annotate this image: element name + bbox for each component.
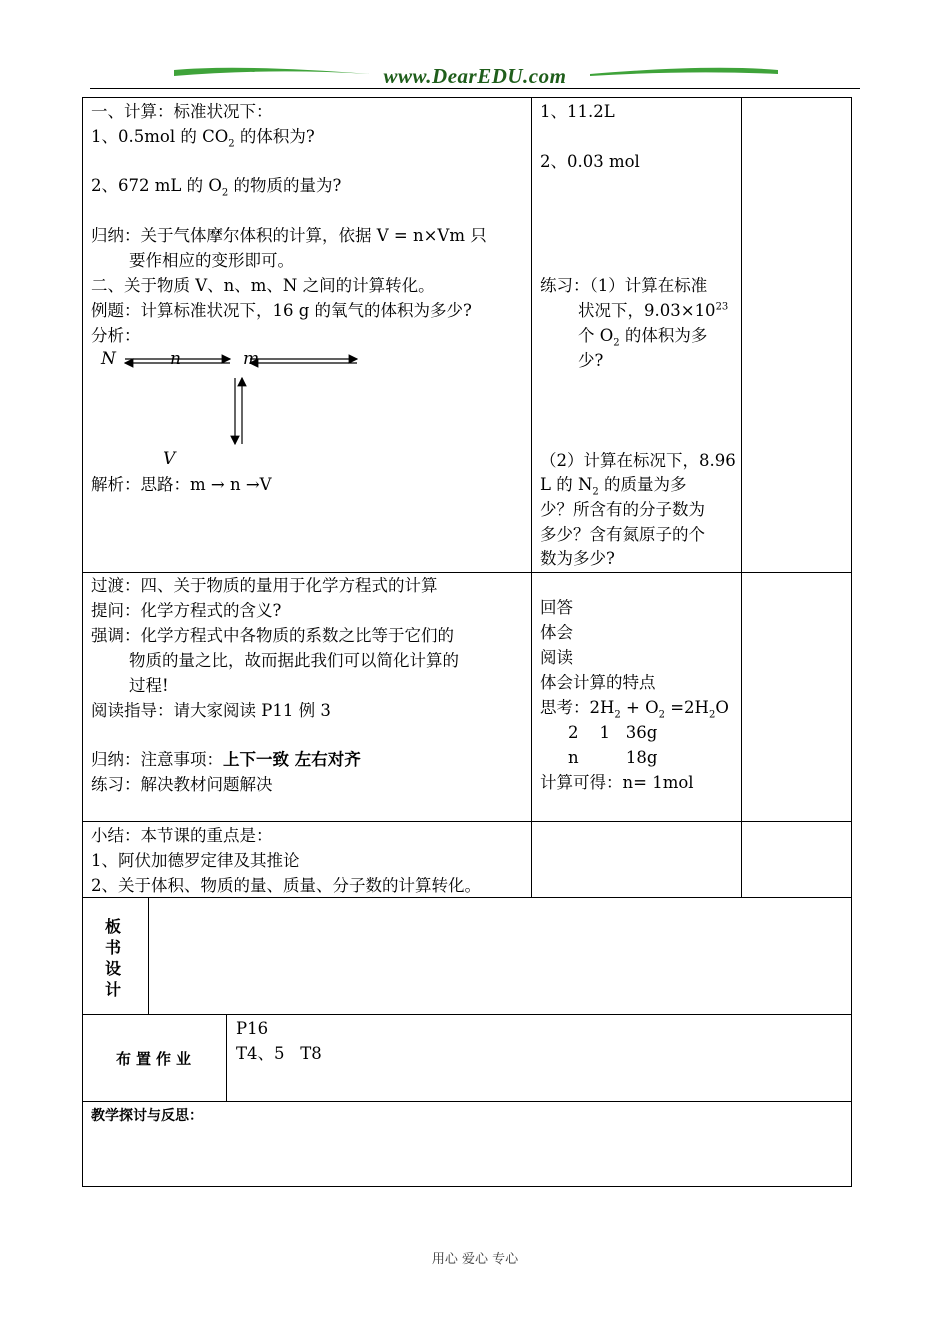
exercise2-line4: 多少？含有氮原子的个 xyxy=(540,525,705,544)
activity-line2: 体会 xyxy=(540,623,573,642)
board-label-divider xyxy=(148,897,149,1014)
diagram-label-V: V xyxy=(163,449,176,469)
section1-question1: 1、0.5mol 的 $CO_2$ 的体积为? xyxy=(91,127,315,150)
row-divider-5 xyxy=(82,1101,852,1102)
diagram-label-n: n xyxy=(170,349,181,369)
row-divider-4 xyxy=(82,1014,852,1015)
section3-line6: 阅读指导：请大家阅读 P11 例 3 xyxy=(91,701,331,720)
emphasis-text: 上下一致 左右对齐 xyxy=(223,750,361,769)
section1-question2: 2、672 mL 的 $O_2$ 的物质的量为? xyxy=(91,176,342,199)
row-divider-2 xyxy=(82,821,852,822)
exercise1-line1: 练习：（1）计算在标准 xyxy=(540,276,708,295)
section3-line1: 过渡：四、关于物质的量用于化学方程式的计算 xyxy=(91,576,438,595)
section1-title: 一、计算：标准状况下： xyxy=(91,102,273,121)
page-footer: 用心 爱心 专心 xyxy=(431,1252,519,1267)
section3-line7: 归纳：注意事项：上下一致 左右对齐 xyxy=(91,750,361,769)
section3-line5: 过程! xyxy=(129,676,169,695)
equation-line: 思考：$2H_2 + O_2 =2H_2O$ xyxy=(540,698,729,721)
homework-line2: T4、5 T8 xyxy=(236,1044,322,1063)
ratio-line: 2 1 36g xyxy=(568,723,658,742)
section3-line8: 练习：解决教材问题解决 xyxy=(91,775,273,794)
answer-1: 1、11.2L xyxy=(540,102,615,121)
exercise2-line2: L 的 $N_2$ 的质量为多 xyxy=(540,475,687,498)
diagram-label-m: m xyxy=(243,349,260,369)
unknown-line: n 18g xyxy=(568,748,658,767)
section3-line3: 强调：化学方程式中各物质的系数之比等于它们的 xyxy=(91,626,454,645)
header-rule xyxy=(90,88,860,89)
reflection-label: 教学探讨与反思： xyxy=(91,1108,203,1124)
summary-line3: 2、关于体积、物质的量、质量、分子数的计算转化。 xyxy=(91,876,481,895)
exercise2-line3: 少？所含有的分子数为 xyxy=(540,500,705,519)
result-line: 计算可得：n= 1mol xyxy=(540,773,694,792)
summary1-line1: 归纳：关于气体摩尔体积的计算，依据 V = n×Vm 只 xyxy=(91,226,487,245)
conversion-arrows-diagram xyxy=(115,348,365,453)
section3-line4: 物质的量之比，故而据此我们可以简化计算的 xyxy=(129,651,459,670)
activity-line4: 体会计算的特点 xyxy=(540,673,656,692)
analysis-label: 分析： xyxy=(91,326,141,345)
col-divider-2 xyxy=(741,97,742,897)
exercise1-line3: 个 $O_2$ 的体积为多 xyxy=(578,326,708,349)
homework-label-divider xyxy=(226,1014,227,1101)
exercise1-line2: 状况下，$9.03\times 10^{23}$ xyxy=(578,301,729,320)
summary-line2: 1、阿伏加德罗定律及其推论 xyxy=(91,851,300,870)
summary-line1: 小结：本节课的重点是： xyxy=(91,826,273,845)
section2-title: 二、关于物质 V、n、m、N 之间的计算转化。 xyxy=(91,276,435,295)
section3-line2: 提问：化学方程式的含义? xyxy=(91,601,282,620)
exercise2-line1: （2）计算在标况下，8.96 xyxy=(540,451,736,470)
example-question: 例题：计算标准状况下，16 g 的氧气的体积为多少? xyxy=(91,301,472,320)
exercise1-line4: 少? xyxy=(578,351,604,370)
site-header xyxy=(90,62,860,90)
homework-line1: P16 xyxy=(236,1019,269,1038)
col-divider-1 xyxy=(531,97,532,897)
summary1-line2: 要作相应的变形即可。 xyxy=(129,251,294,270)
diagram-label-N: N xyxy=(101,349,116,369)
homework-label: 布置作业 xyxy=(116,1050,197,1068)
activity-line3: 阅读 xyxy=(540,648,573,667)
solution-line: 解析：思路：m → n →V xyxy=(91,475,272,494)
row-divider-1 xyxy=(82,572,852,573)
activity-line1: 回答 xyxy=(540,598,573,617)
site-logo-text[interactable]: www.DearEDU.com xyxy=(383,64,567,88)
answer-2: 2、0.03 mol xyxy=(540,152,640,171)
exercise2-line5: 数为多少? xyxy=(540,549,615,568)
board-design-label: 板书设计 xyxy=(105,917,122,999)
